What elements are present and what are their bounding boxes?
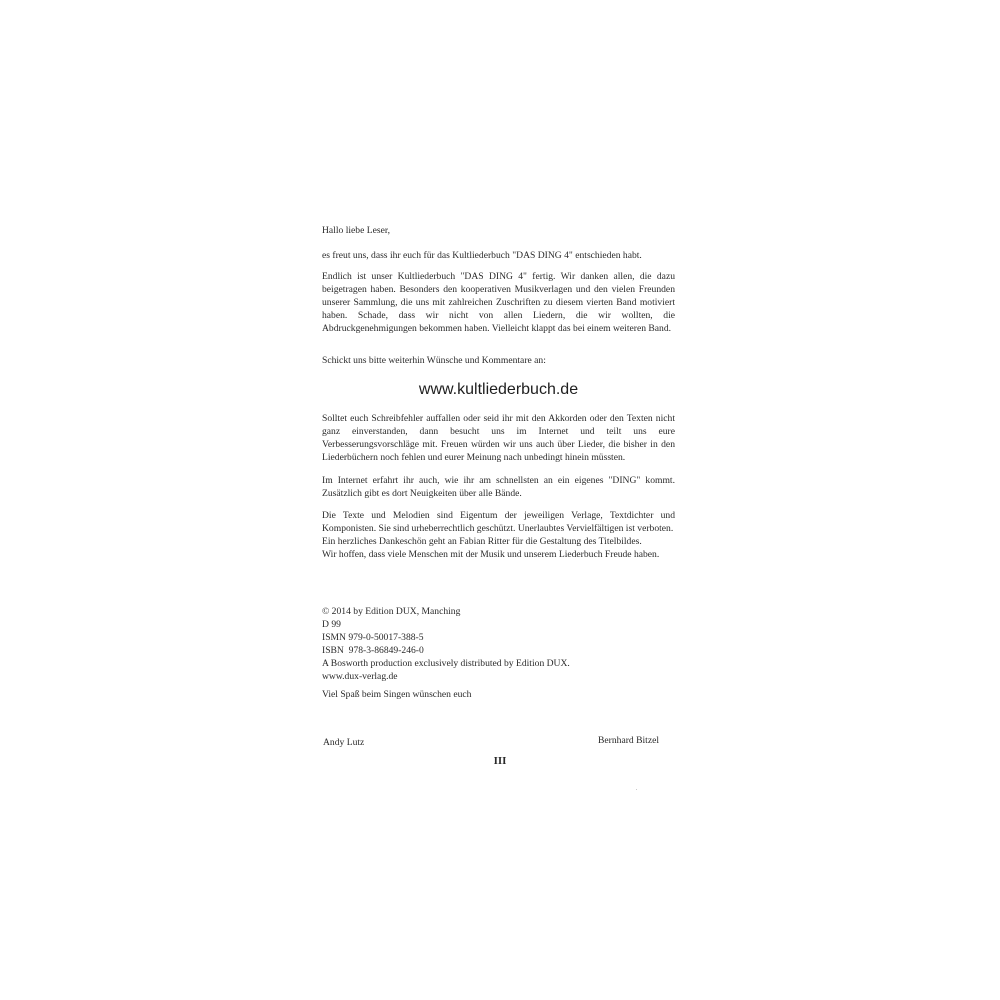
paragraph-rights bbox=[322, 509, 675, 561]
signature-bernhard-bitzel: Bernhard Bitzel bbox=[598, 735, 660, 746]
imprint-distribution: A Bosworth production exclusively distributed by Edition DUX. bbox=[322, 658, 570, 669]
imprint-catalog: D 99 bbox=[322, 619, 341, 630]
signature-andy-lutz: Andy Lutz bbox=[323, 737, 365, 748]
website-link[interactable]: www.kultliederbuch.de bbox=[418, 381, 579, 398]
greeting: Hallo liebe Leser, bbox=[322, 225, 391, 236]
imprint-isbn: ISBN 978-3-86849-246-0 bbox=[322, 645, 424, 656]
imprint-copyright: © 2014 by Edition DUX, Manching bbox=[322, 606, 461, 617]
closing-line: Viel Spaß beim Singen wünschen euch bbox=[322, 689, 472, 700]
imprint-ismn: ISMN 979-0-50017-388-5 bbox=[322, 632, 424, 643]
hope-text: Wir hoffen, dass viele Menschen mit der Musik und unserem Liederbuch Freude haben. bbox=[322, 549, 660, 560]
scan-speck bbox=[636, 789, 637, 790]
rights-text: Die Texte und Melodien sind Eigentum der jeweiligen Verlage, Textdichter und Komponisten. Sie sind urheberrechtlich geschützt. Unerlaubtes Vervielfältigen ist verboten. bbox=[322, 510, 675, 534]
intro-sentence: es freut uns, dass ihr euch für das Kultliederbuch "DAS DING 4" entschieden habt. bbox=[322, 250, 642, 261]
paragraph-internet: Im Internet erfahrt ihr auch, wie ihr am schnellsten an ein eigenes "DING" kommt. Zusätzlich gibt es dort Neuigkeiten über alle Bände. bbox=[322, 475, 675, 499]
imprint-website[interactable]: www.dux-verlag.de bbox=[322, 671, 398, 682]
thanks-text: Ein herzliches Dankeschön geht an Fabian Ritter für die Gestaltung des Titelbildes. bbox=[322, 536, 642, 547]
paragraph-errors: Solltet euch Schreibfehler auffallen oder seid ihr mit den Akkorden oder den Texten nicht ganz einverstanden, dann besucht uns im Internet und teilt uns eure Verbesserungsvorschläge mit. Freuen würden wir uns auch über Lieder, die bisher in den Liederbüchern noch fehlen und eurer Meinung nach unbedingt hinein müssten. bbox=[322, 413, 675, 463]
request-line: Schickt uns bitte weiterhin Wünsche und Kommentare an: bbox=[322, 355, 546, 366]
page-number: III bbox=[493, 755, 507, 767]
imprint-block bbox=[322, 605, 675, 683]
paragraph-finished: Endlich ist unser Kultliederbuch "DAS DING 4" fertig. Wir danken allen, die dazu beigetragen haben. Besonders den kooperativen Musikverlagen und den vielen Freunden unserer Sammlung, die uns mit zahlreichen Zuschriften zu diesem vierten Band motiviert haben. Schade, dass wir nicht von allen Liedern, die wir wollten, die Abdruckgenehmigungen bekommen haben. Vielleicht klappt das bei einem weiteren Band. bbox=[322, 271, 675, 334]
